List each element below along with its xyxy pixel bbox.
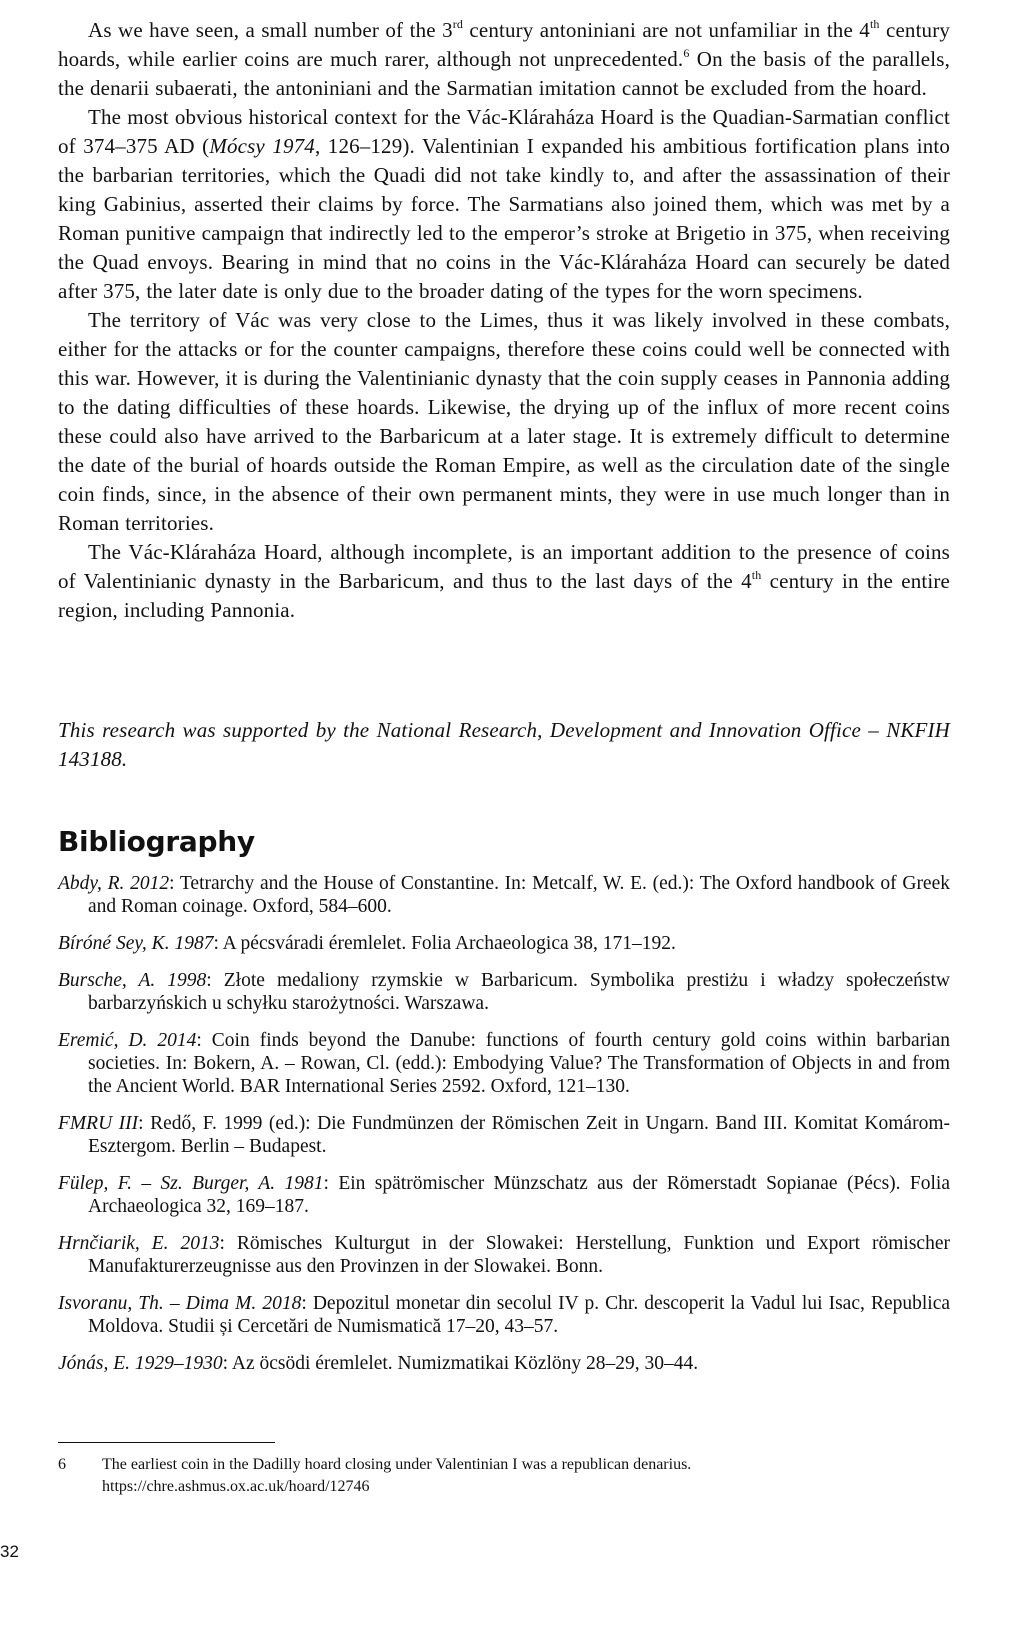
bibliography-entry: Fülep, F. – Sz. Burger, A. 1981: Ein spätrömischer Münzschatz aus der Römerstadt Sopianae (Pécs). Folia Archaeologica 32, 169–187. <box>58 1173 951 1217</box>
bibliography-entry: Hrnčiarik, E. 2013: Römisches Kulturgut in der Slowakei: Herstellung, Funktion und Export römischer Manufakturerzeugnisse aus den Provinzen in der Slowakei. Bonn. <box>58 1233 950 1277</box>
superscript: rd <box>452 17 464 31</box>
superscript: th <box>751 568 762 582</box>
citation: Mócsy 1974 <box>209 134 315 158</box>
bibliography-entry: Bíróné Sey, K. 1987: A pécsváradi éremlelet. Folia Archaeologica 38, 171–192. <box>58 933 676 954</box>
bibliography-entry: Abdy, R. 2012: Tetrarchy and the House of Constantine. In: Metcalf, W. E. (ed.): The Oxford handbook of Greek and Roman coinage. Oxford, 584–600. <box>58 873 950 917</box>
bib-key: Jónás, E. 1929–1930 <box>58 1353 223 1374</box>
footnote <box>58 1454 950 1498</box>
paragraph: The Vác-Kláraháza Hoard, although incomplete, is an important addition to the presence of coins of Valentinianic dynasty in the Barbaricum, and thus to the last days of the 4th century in the entire region, including Pannonia. <box>58 540 950 622</box>
bibliography-entry: Isvoranu, Th. – Dima M. 2018: Depozitul monetar din secolul IV p. Chr. descoperit la Vadul lui Isac, Republica Moldova. Studii și Cercetări de Numismatică 17–20, 43–57. <box>58 1293 950 1337</box>
paragraph: The territory of Vác was very close to the Limes, thus it was likely involved in these combats, either for the attacks or for the counter campaigns, therefore these coins could well be connected with this war. However, it is during the Valentinianic dynasty that the coin supply ceases in Pannonia adding to the dating difficulties of these hoards. Likewise, the drying up of the influx of more recent coins these could also have arrived to the Barbaricum at a later stage. It is extremely difficult to determine the date of the burial of hoards outside the Roman Empire, as well as the circulation date of the single coin finds, since, in the absence of their own permanent mints, they were in use much longer than in Roman territories. <box>58 308 950 535</box>
bib-key: Fülep, F. – Sz. Burger, A. 1981 <box>58 1173 324 1194</box>
bib-key: Eremić, D. 2014 <box>58 1030 197 1051</box>
bibliography-heading: Bibliography <box>58 825 255 858</box>
acknowledgement: This research was supported by the National Research, Development and Innovation Office – NKFIH 143188. <box>58 718 950 771</box>
bibliography-entry: Jónás, E. 1929–1930: Az öcsödi éremlelet. Numizmatikai Közlöny 28–29, 30–44. <box>58 1353 699 1374</box>
bib-key: FMRU III <box>58 1113 139 1134</box>
footnote-text <box>102 1454 950 1498</box>
footnote-link[interactable]: https://chre.ashmus.ox.ac.uk/hoard/12746 <box>102 1478 370 1495</box>
bibliography-entry: Eremić, D. 2014: Coin finds beyond the Danube: functions of fourth century gold coins within barbarian societies. In: Bokern, A. – Rowan, Cl. (edd.): Embodying Value? The Transformation of Objects in and from the Ancient World. BAR International Series 2592. Oxford, 121–130. <box>58 1030 951 1097</box>
bibliography-entry: Bursche, A. 1998: Złote medaliony rzymskie w Barbaricum. Symbolika prestiżu i władzy społeczeństw barbarzyńskich u schyłku starożytności. Warszawa. <box>58 970 950 1014</box>
page-number: 32 <box>0 1542 19 1561</box>
bib-key: Isvoranu, Th. – Dima M. 2018 <box>58 1293 302 1314</box>
paragraph: The most obvious historical context for the Vác-Kláraháza Hoard is the Quadian-Sarmatian conflict of 374–375 AD (Mócsy 1974, 126–129). Valentinian I expanded his ambitious fortification plans into the barbarian territories, which the Quadi did not take kindly to, and after the assassination of their king Gabinius, asserted their claims by force. The Sarmatians also joined them, which was met by a Roman punitive campaign that indirectly led to the emperor’s stroke at Brigetio in 375, when receiving the Quad envoys. Bearing in mind that no coins in the Vác-Kláraháza Hoard can securely be dated after 375, the later date is only due to the broader dating of the types for the worn specimens. <box>58 105 950 303</box>
footnote-divider <box>58 1442 275 1443</box>
paragraph: As we have seen, a small number of the 3rd century antoniniani are not unfamiliar in the 4th century hoards, while earlier coins are much rarer, although not unprecedented.$^6$ On the basis of the parallels, the denarii subaerati, the antoniniani and the Sarmatian imitation cannot be excluded from the hoard. <box>58 17 950 100</box>
main-body-text <box>58 16 950 625</box>
bib-key: Bursche, A. 1998 <box>58 970 207 991</box>
bibliography-entry: FMRU III: Redő, F. 1999 (ed.): Die Fundmünzen der Römischen Zeit in Ungarn. Band III. Komitat Komárom-Esztergom. Berlin – Budapest. <box>58 1113 950 1157</box>
footnote-reference[interactable]: 6 <box>683 46 690 60</box>
footnote-number: 6 <box>58 1456 66 1473</box>
bibliography-list <box>58 872 950 1389</box>
bib-key: Abdy, R. 2012 <box>58 873 170 894</box>
bib-key: Bíróné Sey, K. 1987 <box>58 933 214 954</box>
bib-key: Hrnčiarik, E. 2013 <box>58 1233 220 1254</box>
superscript: th <box>869 17 880 31</box>
footnote-line: The earliest coin in the Dadilly hoard closing under Valentinian I was a republican denarius. <box>102 1456 692 1473</box>
